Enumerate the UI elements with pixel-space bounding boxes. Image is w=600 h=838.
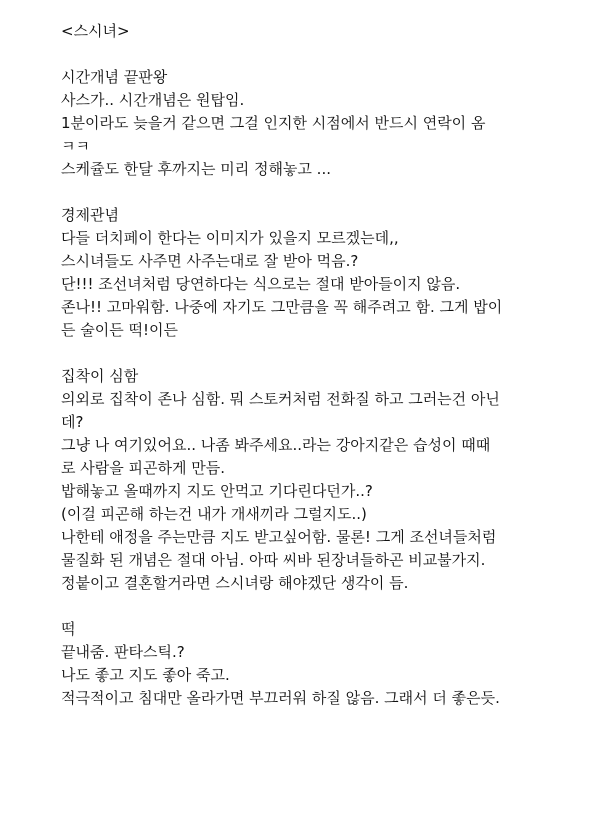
section-heading: 경제관념 (61, 206, 119, 224)
text-line: 의외로 집착이 존나 심함. 뭐 스토커처럼 전화질 하고 그러는건 아닌 (61, 390, 500, 408)
text-line: ㅋㅋ (61, 137, 90, 155)
blank-line (61, 342, 591, 365)
text-line: 밥해놓고 올때까지 지도 안먹고 기다린다던가..? (61, 482, 373, 500)
text-line: 스시녀들도 사주면 사주는대로 잘 받아 먹음.? (61, 252, 359, 270)
section-intimacy (61, 618, 591, 710)
section-heading: 떡 (61, 620, 76, 638)
section-time-concept (61, 66, 591, 181)
section-heading: 시간개념 끝판왕 (61, 68, 168, 86)
text-line: 적극적이고 침대만 올라가면 부끄러워 하질 않음. 그래서 더 좋은듯. (61, 689, 500, 707)
section-heading: 집착이 심함 (61, 367, 139, 385)
text-line: (이걸 피곤해 하는건 내가 개새끼라 그럴지도..) (61, 505, 367, 523)
text-line: 1분이라도 늦을거 같으면 그걸 인지한 시점에서 반드시 연락이 옴 (61, 114, 486, 132)
text-line: 든 술이든 떡!이든 (61, 321, 178, 339)
blank-line (61, 43, 591, 66)
blank-line (61, 595, 591, 618)
text-line: 정붙이고 결혼할거라면 스시녀랑 해야겠단 생각이 듬. (61, 574, 409, 592)
text-line: 단!!! 조선녀처럼 당연하다는 식으로는 절대 받아들이지 않음. (61, 275, 461, 293)
text-line: 그냥 나 여기있어요.. 나좀 봐주세요..라는 강아지같은 습성이 때때 (61, 436, 491, 454)
text-line: 존나!! 고마워함. 나중에 자기도 그만큼을 꼭 해주려고 함. 그게 밥이 (61, 298, 503, 316)
document-title: <스시녀> (61, 22, 130, 40)
text-line: 나도 좋고 지도 좋아 죽고. (61, 666, 230, 684)
text-line: 물질화 된 개념은 절대 아님. 아따 씨바 된장녀들하곤 비교불가지. (61, 551, 486, 569)
text-line: 로 사람을 피곤하게 만듬. (61, 459, 225, 477)
text-line: 나한테 애정을 주는만큼 지도 받고싶어함. 물론! 그게 조선녀들처럼 (61, 528, 497, 546)
section-economic-concept (61, 204, 591, 342)
text-line: 스케쥴도 한달 후까지는 미리 정해놓고 ... (61, 160, 331, 178)
section-obsession (61, 365, 591, 595)
blank-line (61, 181, 591, 204)
text-line: 사스가.. 시간개념은 원탑임. (61, 91, 245, 109)
text-line: 끝내줌. 판타스틱.? (61, 643, 185, 661)
text-line: 다들 더치페이 한다는 이미지가 있을지 모르겠는데,, (61, 229, 399, 247)
document-body (61, 20, 591, 710)
text-line: 데? (61, 413, 84, 431)
